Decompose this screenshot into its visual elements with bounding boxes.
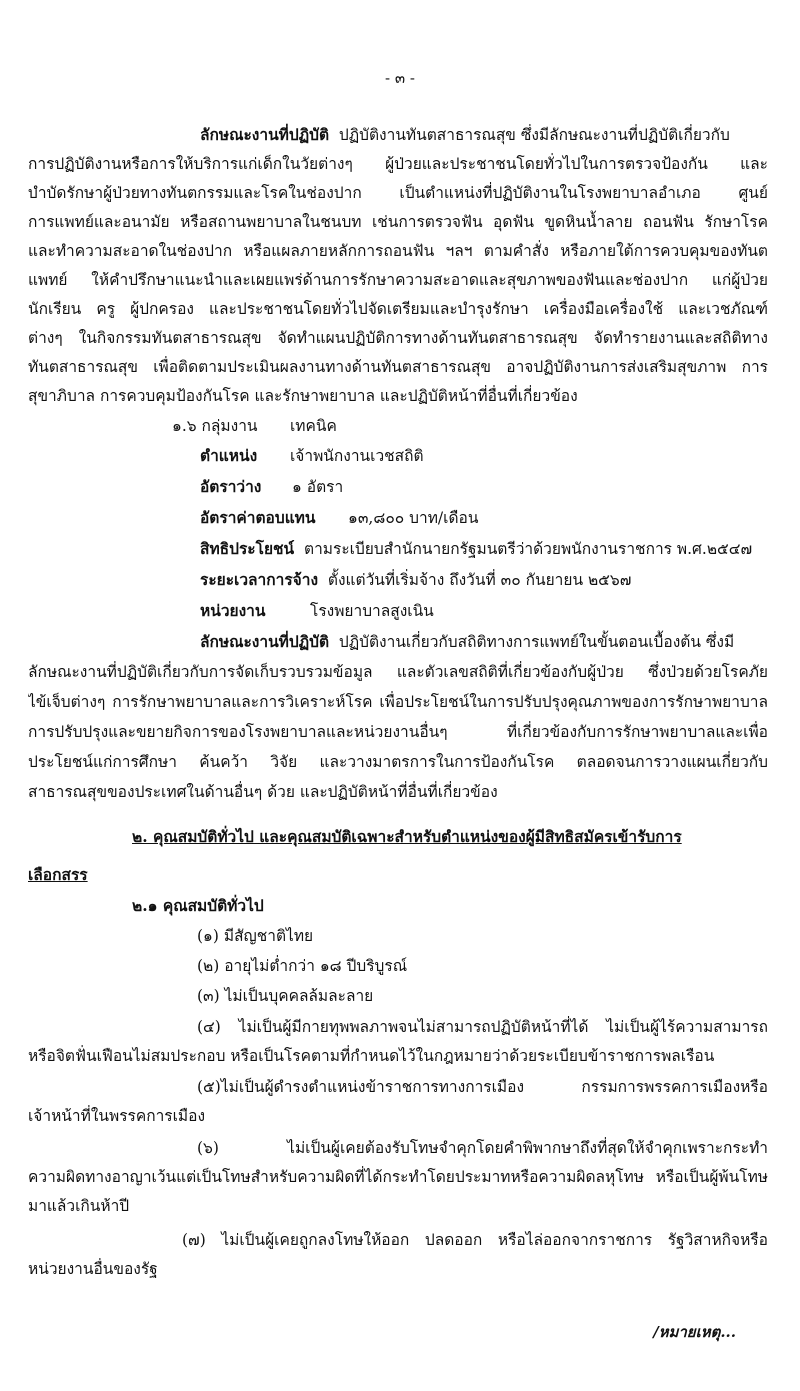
duty-text-line: ปฏิบัติงานทันตสาธารณสุข ซึ่งมีลักษณะงานที่ปฏิบัติเกี่ยวกับ bbox=[338, 126, 730, 144]
qualification-item-cont: มาแล้วเกินห้าปี bbox=[28, 1197, 130, 1215]
duty16-label: ลักษณะงานที่ปฏิบัติ bbox=[200, 632, 330, 651]
salary-value: ๑๓,๘๐๐ บาท/เดือน bbox=[348, 509, 479, 527]
salary-label: อัตราค่าตอบแทน bbox=[200, 508, 316, 527]
duty-text-line: และทำความสะอาดในช่องปาก หรือแผลภายหลักการถอนฟัน ฯลฯ ตามคำสั่ง หรือภายใต้การควบคุมของทันต bbox=[28, 242, 768, 260]
qualification-item: (๔) ไม่เป็นผู้มีกายทุพพลภาพจนไม่สามารถปฏิบัติหน้าที่ได้ ไม่เป็นผู้ไร้ความสามารถ bbox=[197, 1018, 768, 1036]
duty-text-line: สุขาภิบาล การควบคุมป้องกันโรค และรักษาพยาบาล และปฏิบัติหน้าที่อื่นที่เกี่ยวข้อง bbox=[28, 387, 578, 405]
duty16-text-line: ไข้เจ็บต่างๆ การรักษาพยาบาลและการวิเคราะห์โรค เพื่อประโยชน์ในการปรับปรุงคุณภาพของการรักษาพยาบาล bbox=[28, 693, 768, 711]
unit-value: โรงพยาบาลสูงเนิน bbox=[310, 602, 434, 620]
qualification-item-cont: เจ้าหน้าที่ในพรรคการเมือง bbox=[28, 1107, 206, 1125]
qualification-item: (๕)ไม่เป็นผู้ดำรงตำแหน่งข้าราชการทางการเมือง กรรมการพรรคการเมืองหรือ bbox=[197, 1078, 768, 1096]
footer-note: /หมายเหตุ... bbox=[653, 1323, 736, 1341]
duty-text-line: นักเรียน ครู ผู้ปกครอง และประชาชนโดยทั่วไปจัดเตรียมและบำรุงรักษา เครื่องมือเครื่องใช้ และเวชภัณฑ์ bbox=[28, 300, 768, 318]
qualification-item: (๗) ไม่เป็นผู้เคยถูกลงโทษให้ออก ปลดออก หรือไล่ออกจากราชการ รัฐวิสาหกิจหรือ bbox=[182, 1231, 768, 1249]
benefit-row bbox=[200, 536, 752, 562]
vacancy-label: อัตราว่าง bbox=[200, 477, 262, 496]
duty-text-line: บำบัดรักษาผู้ป่วยทางทันตกรรมและโรคในช่องปาก เป็นตำแหน่งที่ปฏิบัติงานในโรงพยาบาลอำเภอ ศูนย์ bbox=[28, 184, 768, 202]
duty16-text-line: การปรับปรุงและขยายกิจการของโรงพยาบาลและหน่วยงานอื่นๆ ที่เกี่ยวข้องกับการรักษาพยาบาลและเพื่อ bbox=[28, 723, 768, 741]
benefit-value: ตามระเบียบสำนักนายกรัฐมนตรีว่าด้วยพนักงานราชการ พ.ศ.๒๕๔๗ bbox=[304, 540, 753, 558]
section2-heading: ๒. คุณสมบัติทั่วไป และคุณสมบัติเฉพาะสำหรับตำแหน่งของผู้มีสิทธิสมัครเข้ารับการ bbox=[132, 827, 682, 846]
qualification-item-cont: หน่วยงานอื่นของรัฐ bbox=[28, 1260, 158, 1278]
group-value: เทคนิค bbox=[290, 417, 337, 435]
duty16-text-line: ประโยชน์แก่การศึกษา ค้นคว้า วิจัย และวางมาตรการในการป้องกันโรค ตลอดจนการวางแผนเกี่ยวกับ bbox=[28, 753, 768, 771]
vacancy-value: ๑ อัตรา bbox=[292, 478, 344, 496]
position-row bbox=[200, 443, 424, 469]
position-value: เจ้าพนักงานเวชสถิติ bbox=[290, 447, 424, 465]
duty-first-line bbox=[200, 122, 730, 148]
duty16-text-line: ปฏิบัติงานเกี่ยวกับสถิติทางการแพทย์ในขั้นตอนเบื้องต้น ซึ่งมี bbox=[338, 633, 735, 651]
qualification-item-cont: หรือจิตฟั่นเฟือนไม่สมประกอบ หรือเป็นโรคตามที่กำหนดไว้ในกฎหมายว่าด้วยระเบียบข้าราชการพลเรือน bbox=[28, 1047, 715, 1065]
qualification-item: (๖) ไม่เป็นผู้เคยต้องรับโทษจำคุกโดยคำพิพากษาถึงที่สุดให้จำคุกเพราะกระทำ bbox=[197, 1139, 768, 1157]
group-row bbox=[172, 413, 337, 439]
qualification-item-cont: ความผิดทางอาญาเว้นแต่เป็นโทษสำหรับความผิดที่ได้กระทำโดยประมาทหรือความผิดลหุโทษ หรือเป็นผู้พ้นโทษ bbox=[28, 1168, 768, 1186]
qualification-item: (๒) อายุไม่ต่ำกว่า ๑๘ ปีบริบูรณ์ bbox=[197, 957, 408, 975]
duty-text-line: การแพทย์และอนามัย หรือสถานพยาบาลในชนบท เช่นการตรวจฟัน อุดฟัน ขูดหินน้ำลาย ถอนฟัน รักษาโรค bbox=[28, 213, 768, 231]
unit-row bbox=[200, 598, 434, 624]
group-label: ๑.๖ กลุ่มงาน bbox=[172, 417, 258, 435]
duty-text-line: ทันตสาธารณสุข เพื่อติดตามประเมินผลงานทางด้านทันตสาธารณสุข อาจปฏิบัติงานการส่งเสริมสุขภาพ การ bbox=[28, 358, 768, 376]
unit-label: หน่วยงาน bbox=[200, 601, 266, 620]
position-label: ตำแหน่ง bbox=[200, 446, 258, 465]
qualification-item: (๑) มีสัญชาติไทย bbox=[197, 927, 314, 945]
duty-text-line: การปฏิบัติงานหรือการให้บริการแก่เด็กในวัยต่างๆ ผู้ป่วยและประชาชนโดยทั่วไปในการตรวจป้องกัน และ bbox=[28, 155, 768, 173]
duty16-text-line: สาธารณสุขของประเทศในด้านอื่นๆ ด้วย และปฏิบัติหน้าที่อื่นที่เกี่ยวข้อง bbox=[28, 783, 498, 801]
period-row bbox=[200, 567, 631, 593]
period-value: ตั้งแต่วันที่เริ่มจ้าง ถึงวันที่ ๓๐ กันยายน ๒๕๖๗ bbox=[327, 571, 632, 589]
section2-subheading: ๒.๑ คุณสมบัติทั่วไป bbox=[132, 896, 264, 915]
duty16-first-line bbox=[200, 629, 734, 655]
duty-text-line: แพทย์ ให้คำปรึกษาแนะนำและเผยแพร่ด้านการรักษาความสะอาดและสุขภาพของฟันและช่องปาก แก่ผู้ป่วย bbox=[28, 271, 768, 289]
duty16-text-line: ลักษณะงานที่ปฏิบัติเกี่ยวกับการจัดเก็บรวบรวมข้อมูล และตัวเลขสถิติที่เกี่ยวข้องกับผู้ป่วย ซึ่งป่วยด้วยโรคภัย bbox=[28, 663, 768, 681]
duty-label: ลักษณะงานที่ปฏิบัติ bbox=[200, 125, 330, 144]
vacancy-row bbox=[200, 474, 343, 500]
duty-text-line: ต่างๆ ในกิจกรรมทันตสาธารณสุข จัดทำแผนปฏิบัติการทางด้านทันตสาธารณสุข จัดทำรายงานและสถิติทาง bbox=[28, 329, 768, 347]
section2-heading-cont: เลือกสรร bbox=[28, 865, 88, 884]
page-number: - ๓ - bbox=[385, 69, 415, 87]
qualification-item: (๓) ไม่เป็นบุคคลล้มละลาย bbox=[197, 987, 374, 1005]
benefit-label: สิทธิประโยชน์ bbox=[200, 539, 295, 558]
salary-row bbox=[200, 505, 478, 531]
period-label: ระยะเวลาการจ้าง bbox=[200, 570, 319, 589]
